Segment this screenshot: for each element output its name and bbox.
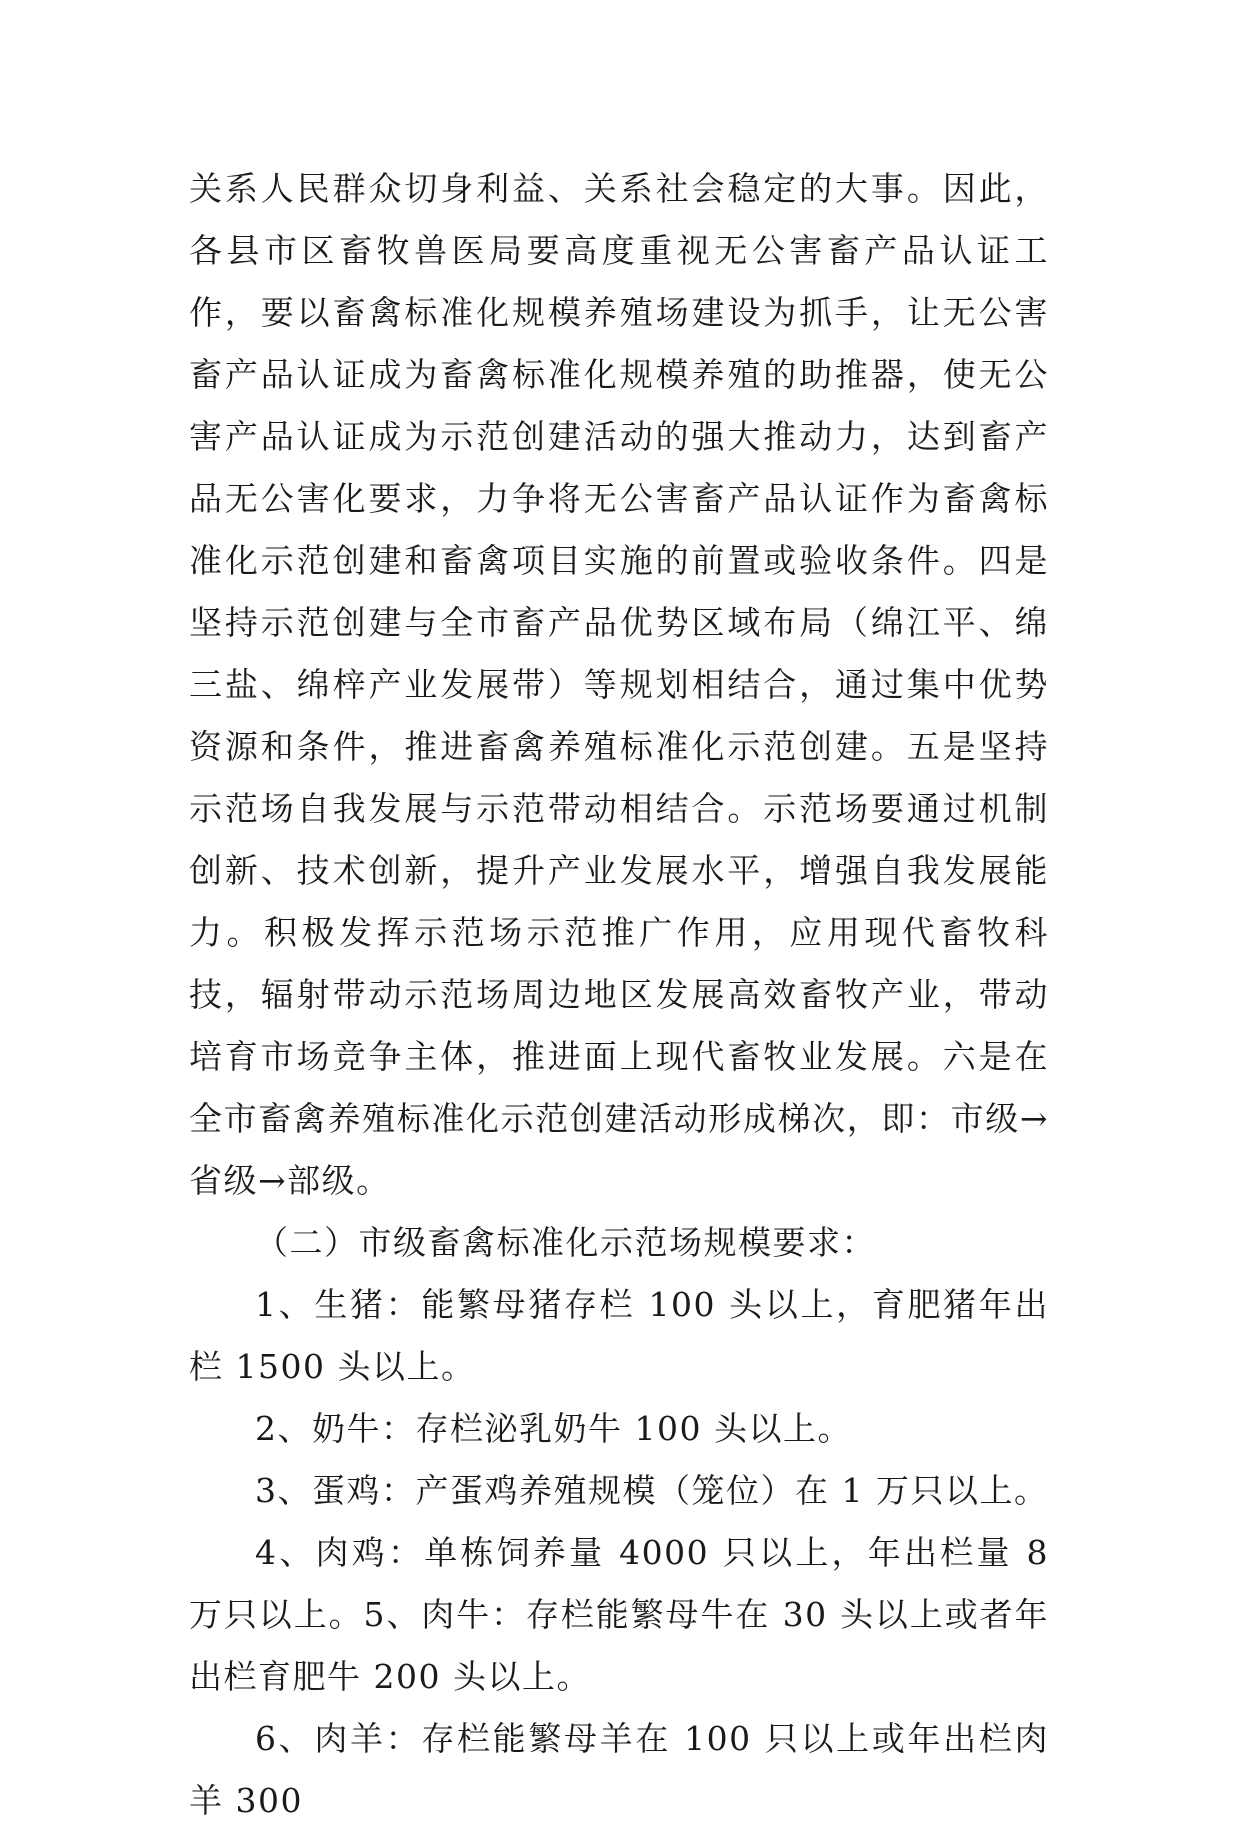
list-item-broiler-beef: 4、肉鸡：单栋饲养量 4000 只以上，年出栏量 8 万只以上。5、肉牛：存栏能繁母牛在 30 头以上或者年出栏育肥牛 200 头以上。 [189,1533,1049,1696]
document-body [189,158,1049,1832]
list-item-pig: 1、生猪：能繁母猪存栏 100 头以上，育肥猪年出栏 1500 头以上。 [189,1285,1049,1386]
list-item-dairy-cow: 2、奶牛：存栏泌乳奶牛 100 头以上。 [255,1409,852,1448]
section-heading: （二）市级畜禽标准化示范场规模要求： [255,1223,876,1262]
list-item-mutton-sheep: 6、肉羊：存栏能繁母羊在 100 只以上或年出栏肉羊 300 [189,1719,1049,1820]
paragraph-continued-text: 关系人民群众切身利益、关系社会稳定的大事。因此，各县市区畜牧兽医局要高度重视无公害畜产品认证工作，要以畜禽标准化规模养殖场建设为抓手，让无公害畜产品认证成为畜禽标准化规模养殖的助推器，使无公害产品认证成为示范创建活动的强大推动力，达到畜产品无公害化要求，力争将无公害畜产品认证作为畜禽标准化示范创建和畜禽项目实施的前置或验收条件。四是坚持示范创建与全市畜产品优势区域布局（绵江平、绵三盐、绵梓产业发展带）等规划相结合，通过集中优势资源和条件，推进畜禽养殖标准化示范创建。五是坚持示范场自我发展与示范带动相结合。示范场要通过机制创新、技术创新，提升产业发展水平，增强自我发展能力。积极发挥示范场示范推广作用，应用现代畜牧科技，辐射带动示范场周边地区发展高效畜牧产业，带动培育市场竞争主体，推进面上现代畜牧业发展。六是在全市畜禽养殖标准化示范创建活动形成梯次，即：市级→省级→部级。 [189,169,1049,1200]
list-item-laying-hen: 3、蛋鸡：产蛋鸡养殖规模（笼位）在 1 万只以上。 [255,1471,1049,1510]
